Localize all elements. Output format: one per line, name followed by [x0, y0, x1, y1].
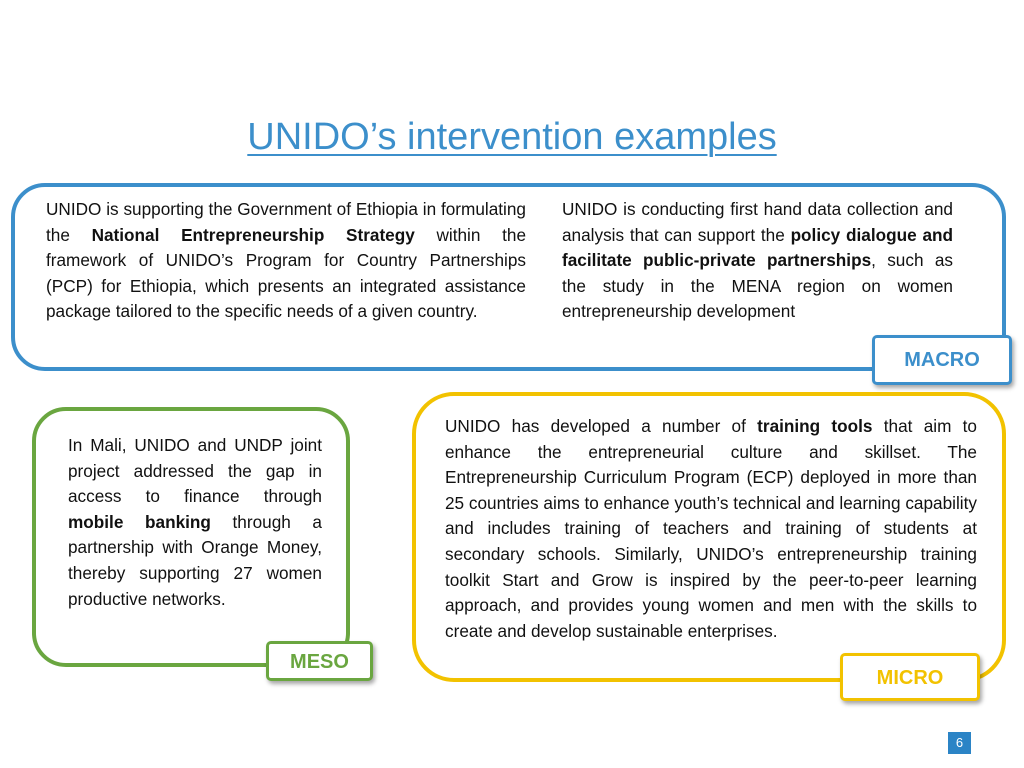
- macro-left-text-bold: National Entrepreneurship Strategy: [91, 224, 415, 245]
- meso-label: MESO: [266, 641, 373, 681]
- micro-label: MICRO: [840, 653, 980, 701]
- macro-right-text-part2: , such as the study in the MENA region on women entrepreneurship development: [562, 250, 953, 322]
- slide-title: UNIDO’s intervention examples: [247, 116, 777, 158]
- macro-left-text-part2: within the framework of UNIDO’s Program for Country Partnerships (PCP) for Ethiopia, which presents an integrated assistance package tailored to the specific needs of a given country.: [46, 224, 527, 322]
- micro-text: [445, 414, 977, 644]
- micro-text-part2: that aim to enhance the entrepreneurial culture and skillset. The Entrepreneurship Curriculum Program (ECP) deployed in more than 25 countries aims to enhance youth’s technical and learning capability and includes training of teachers and training of students at secondary schools. Similarly, UNIDO’s entrepreneurship training toolkit Start and Grow is inspired by the peer-to-peer learning approach, and provides young women and men with the skills to create and develop sustainable enterprises.: [445, 416, 977, 641]
- macro-left-text: [46, 197, 526, 325]
- macro-right-text-part1: UNIDO is conducting first hand data collection and analysis that can support the: [562, 199, 953, 245]
- meso-text: [68, 433, 322, 612]
- macro-right-text-bold: policy dialogue and facilitate public-private partnerships: [562, 224, 953, 271]
- macro-left-text-part1: UNIDO is supporting the Government of Ethiopia in formulating the: [46, 199, 526, 245]
- meso-text-part1: In Mali, UNIDO and UNDP joint project addressed the gap in access to finance through: [68, 435, 322, 507]
- macro-label: MACRO: [872, 335, 1012, 385]
- micro-text-bold: training tools: [757, 416, 873, 436]
- macro-right-text: [562, 197, 953, 325]
- micro-text-part1: UNIDO has developed a number of: [445, 416, 758, 436]
- meso-text-part2: through a partnership with Orange Money, thereby supporting 27 women productive networks.: [68, 511, 322, 609]
- page-number: 6: [948, 732, 971, 754]
- meso-text-bold: mobile banking: [68, 511, 211, 532]
